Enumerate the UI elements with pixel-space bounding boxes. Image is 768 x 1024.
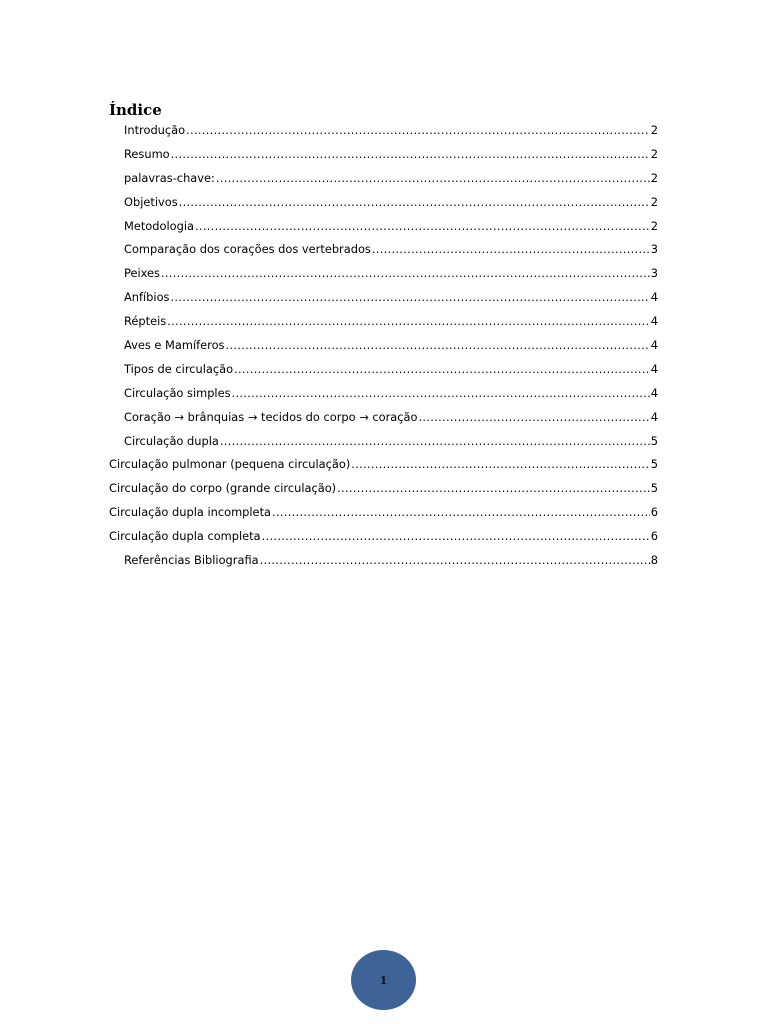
toc-entry-page: 2 [650,218,658,233]
dot-leader [171,144,650,164]
toc-entry-label: Referências Bibliografia [124,553,259,568]
toc-entry-page: 3 [650,266,658,281]
toc-entry-page: 5 [650,481,658,496]
dot-leader [220,431,650,451]
page-number: 1 [379,973,388,987]
toc-entry-page: 3 [650,242,658,257]
toc-entry-page: 2 [650,146,658,161]
toc-entry-label: Comparação dos corações dos vertebrados [124,242,371,257]
toc-entry-label: Circulação do corpo (grande circulação) [109,481,337,496]
dot-leader [262,526,650,546]
toc-entry-label: Circulação pulmonar (pequena circulação) [109,457,351,472]
dot-leader [171,287,650,307]
toc-entry[interactable] [109,192,658,216]
toc-entry-label: Metodologia [124,218,194,233]
dot-leader [260,550,650,570]
page-number-badge [351,950,416,1010]
toc-entry-label: Aves e Mamíferos [124,338,225,353]
toc-entry-label: palavras-chave: [124,170,215,185]
toc-entry[interactable] [109,168,658,192]
toc-entry[interactable] [109,120,658,144]
toc-entry-page: 2 [650,170,658,185]
toc-entry-page: 4 [650,314,658,329]
dot-leader [186,120,650,140]
toc-entry[interactable] [109,502,658,526]
toc-entry[interactable] [109,383,658,407]
dot-leader [167,311,650,331]
toc-entry-page: 5 [650,457,658,472]
dot-leader [419,407,650,427]
toc-entry-page: 8 [650,553,658,568]
toc-entry[interactable] [109,407,658,431]
toc-entry[interactable] [109,263,658,287]
toc-entry-page: 4 [650,385,658,400]
toc-entry-page: 6 [650,505,658,520]
toc-entry[interactable] [109,526,658,550]
dot-leader [272,502,650,522]
toc-entry[interactable] [109,239,658,263]
toc-entry-label: Répteis [124,314,167,329]
toc-entry[interactable] [109,454,658,478]
dot-leader [351,454,649,474]
toc-entry-label: Coração → brânquias → tecidos do corpo → coração [124,409,418,424]
toc-entry-label: Peixes [124,266,160,281]
toc-entry-page: 4 [650,361,658,376]
dot-leader [161,263,650,283]
dot-leader [372,239,650,259]
toc-entry[interactable] [109,216,658,240]
dot-leader [225,335,649,355]
toc-entry[interactable] [109,478,658,502]
dot-leader [195,216,650,236]
toc-entry-label: Circulação dupla [124,433,219,448]
toc-entry-page: 4 [650,338,658,353]
toc-entry[interactable] [109,144,658,168]
toc-entry-label: Introdução [124,123,186,137]
toc-entry-label: Resumo [124,146,170,161]
toc-entry-page: 2 [650,194,658,209]
toc-title: Índice [109,101,162,119]
toc-entry-page: 4 [650,290,658,305]
toc-entry-page: 5 [650,433,658,448]
toc-entry[interactable] [109,311,658,335]
toc-entry-label: Circulação dupla incompleta [109,505,272,520]
toc-list [109,120,658,574]
dot-leader [179,192,650,212]
dot-leader [234,359,650,379]
toc-entry-label: Objetivos [124,194,178,209]
toc-entry[interactable] [109,359,658,383]
toc-entry-page: 6 [650,529,658,544]
toc-entry[interactable] [109,335,658,359]
toc-entry-page: 4 [650,409,658,424]
toc-entry[interactable] [109,550,658,574]
toc-entry-page: 2 [650,123,658,137]
dot-leader [232,383,650,403]
toc-entry-label: Anfíbios [124,290,170,305]
dot-leader [337,478,650,498]
toc-entry-label: Circulação simples [124,385,231,400]
toc-entry[interactable] [109,287,658,311]
dot-leader [216,168,650,188]
toc-entry-label: Tipos de circulação [124,361,234,376]
toc-entry[interactable] [109,431,658,455]
toc-entry-label: Circulação dupla completa [109,529,261,544]
